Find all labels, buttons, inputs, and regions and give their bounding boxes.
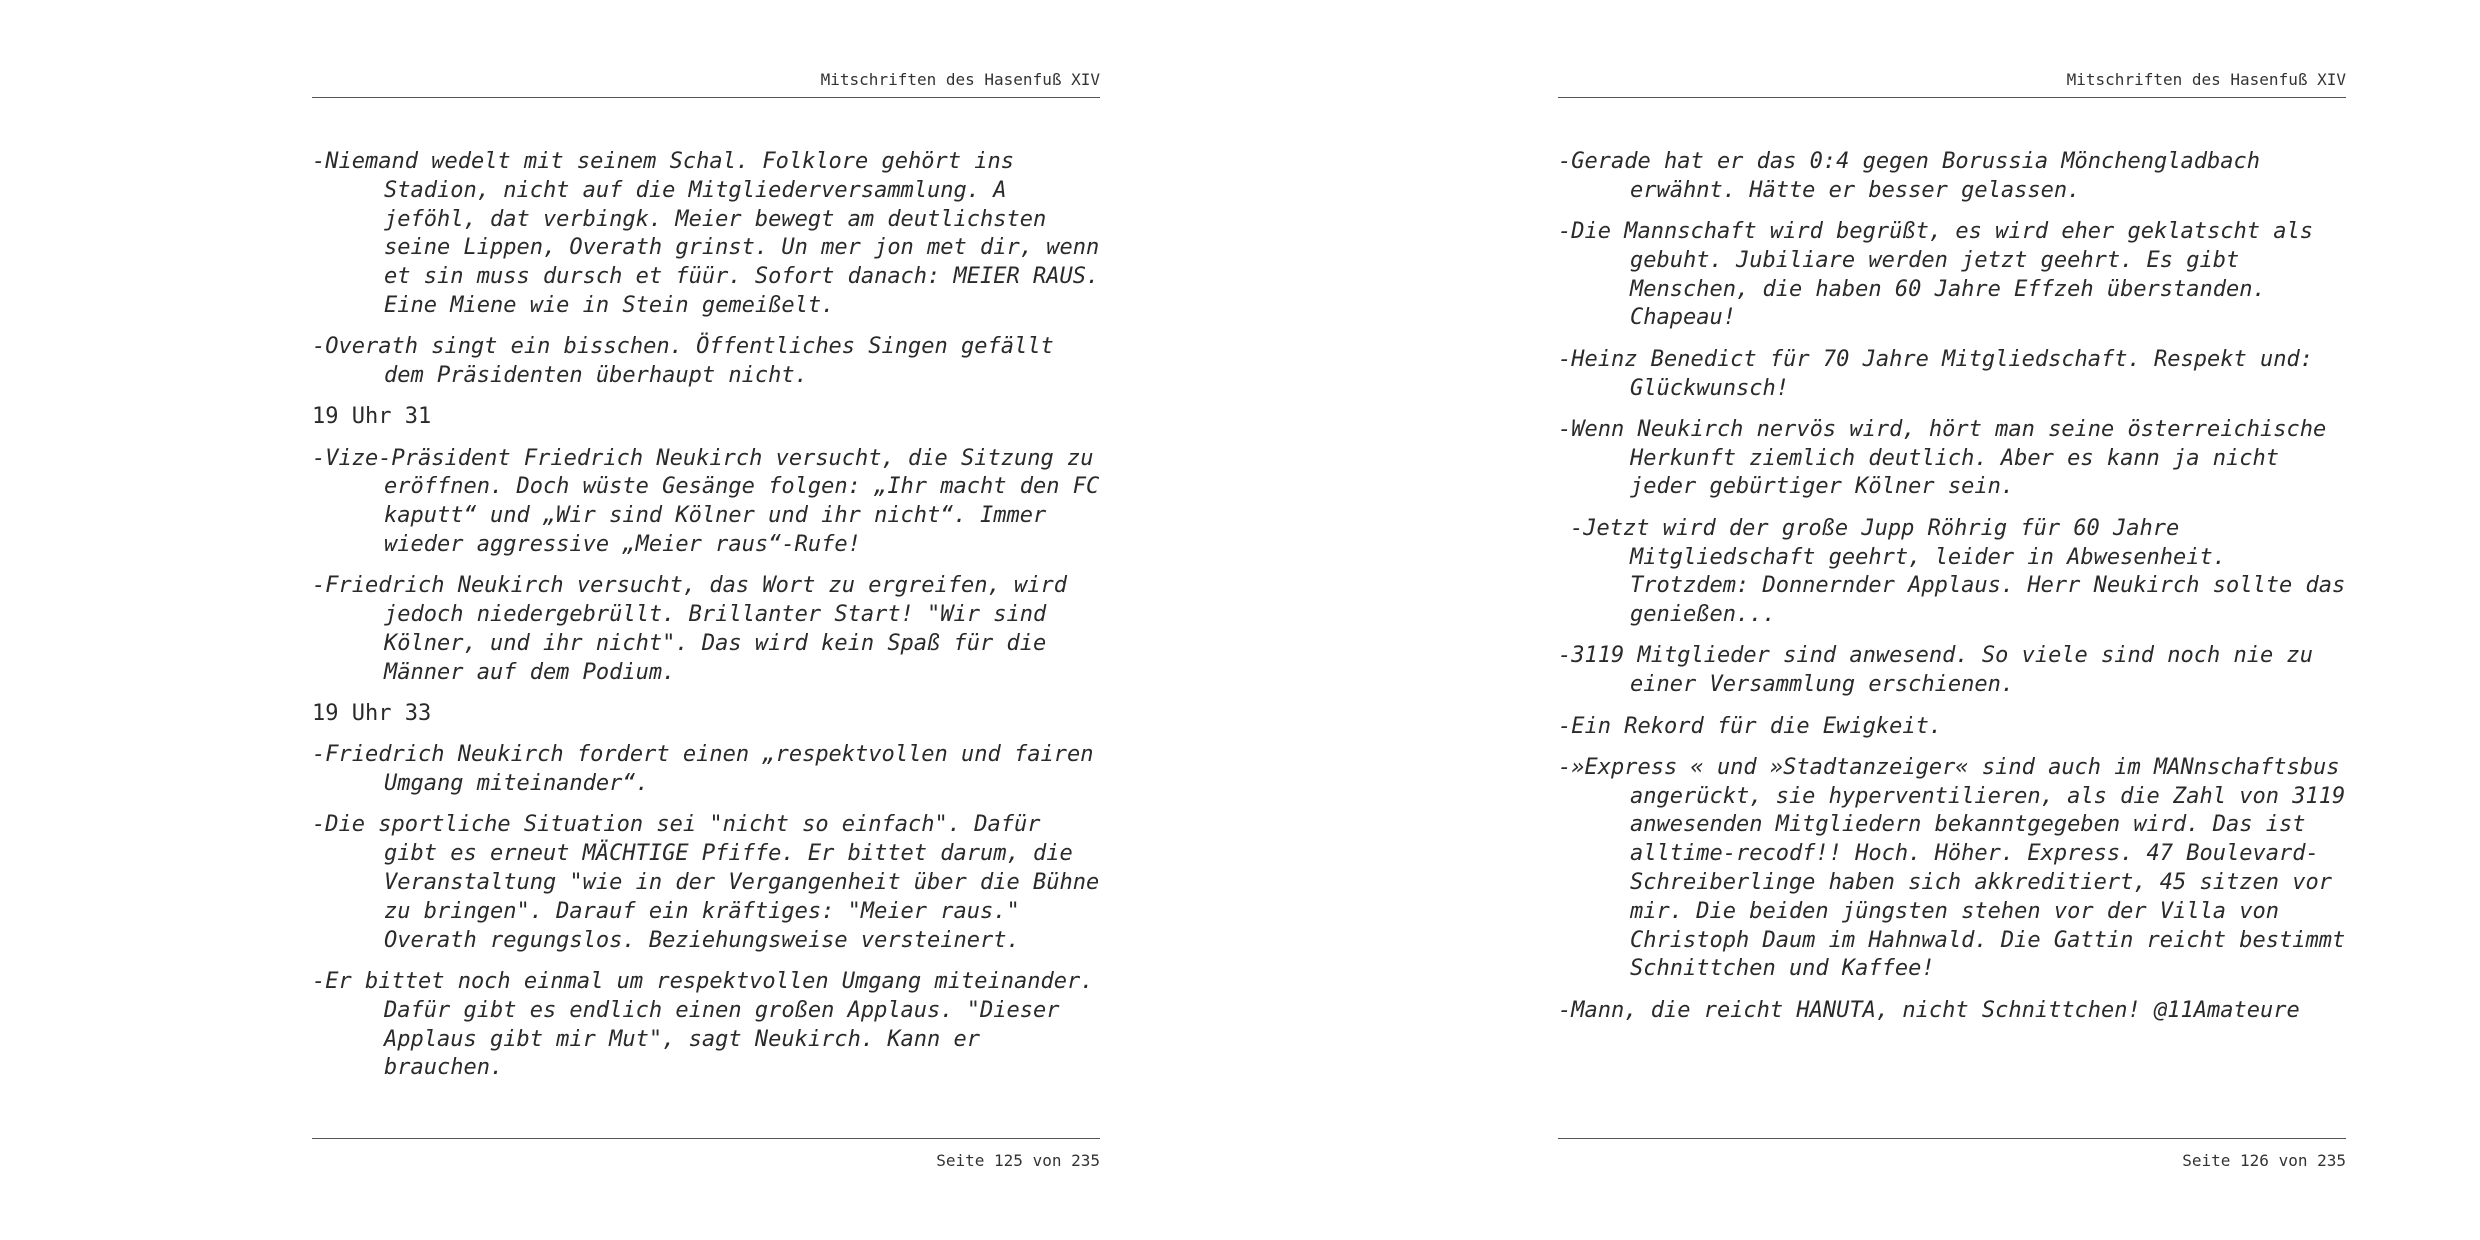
paragraph: -Niemand wedelt mit seinem Schal. Folklore gehört ins Stadion, nicht auf die Mitgliederversammlung. A jeföhl, dat verbingk. Meier bewegt am deutlichsten seine Lippen, Overath grinst. Un mer jon met dir, wenn et sin muss dursch et füür. Sofort danach: MEIER RAUS. Eine Miene wie in Stein gemeißelt. xyxy=(312,149,1100,318)
paragraph: -Gerade hat er das 0:4 gegen Borussia Mönchengladbach erwähnt. Hätte er besser gelassen. xyxy=(1558,149,2260,203)
right-page xyxy=(1558,0,2346,1240)
paragraph: -Die sportliche Situation sei "nicht so einfach". Dafür gibt es erneut MÄCHTIGE Pfiffe. Er bittet darum, die Veranstaltung "wie in der Vergangenheit über die Bühne zu bringen". Darauf ein kräftiges: "Meier raus." Overath regungslos. Beziehungsweise versteinert. xyxy=(312,812,1100,953)
page-number: Seite 126 von 235 xyxy=(2182,1151,2346,1170)
paragraph: -Friedrich Neukirch fordert einen „respektvollen und fairen Umgang miteinander“. xyxy=(312,742,1094,797)
paragraph: -»Express « und »Stadtanzeiger« sind auch im MANnschaftsbus angerückt, sie hyperventilieren, als die Zahl von 3119 anwesenden Mitgliedern bekanntgegeben wird. Das ist alltime-recodf!! Hoch. Höher. Express. 47 Boulevard-Schreiberlinge haben sich akkreditiert, 45 sitzen vor mir. Die beiden jüngsten stehen vor der Villa von Christoph Daum im Hahnwald. Die Gattin reicht bestimmt Schnittchen und Kaffee! xyxy=(1558,754,2346,982)
paragraph: -Die Mannschaft wird begrüßt, es wird eher geklatscht als gebuht. Jubiliare werden jetzt geehrt. Es gibt Menschen, die haben 60 Jahre Effzeh überstanden. Chapeau! xyxy=(1558,219,2313,331)
page-body xyxy=(1558,148,2348,1038)
left-page xyxy=(312,0,1100,1240)
header-divider xyxy=(1558,97,2346,98)
footer-divider xyxy=(312,1138,1100,1139)
footer-divider xyxy=(1558,1138,2346,1139)
timestamp-heading: 19 Uhr 33 xyxy=(312,701,432,727)
page-header: Mitschriften des Hasenfuß XIV xyxy=(2066,70,2346,89)
paragraph: -Mann, die reicht HANUTA, nicht Schnittchen! @11Amateure xyxy=(1558,997,2300,1023)
paragraph: -Friedrich Neukirch versucht, das Wort zu ergreifen, wird jedoch niedergebrüllt. Brillanter Start! "Wir sind Kölner, und ihr nicht". Das wird kein Spaß für die Männer auf dem Podium. xyxy=(312,573,1067,685)
paragraph: -3119 Mitglieder sind anwesend. So viele sind noch nie zu einer Versammlung erschienen. xyxy=(1558,643,2313,698)
paragraph: -Wenn Neukirch nervös wird, hört man seine österreichische Herkunft ziemlich deutlich. Aber es kann ja nicht jeder gebürtiger Kölner sein. xyxy=(1558,416,2327,500)
paragraph: -Er bittet noch einmal um respektvollen Umgang miteinander. Dafür gibt es endlich einen großen Applaus. "Dieser Applaus gibt mir Mut", sagt Neukirch. Kann er brauchen. xyxy=(312,968,1094,1081)
paragraph: -Heinz Benedict für 70 Jahre Mitgliedschaft. Respekt und: Glückwunsch! xyxy=(1558,346,2313,401)
paragraph: -Overath singt ein bisschen. Öffentliches Singen gefällt dem Präsidenten überhaupt nicht. xyxy=(312,334,1054,389)
page-number: Seite 125 von 235 xyxy=(936,1151,1100,1170)
paragraph: -Ein Rekord für die Ewigkeit. xyxy=(1558,713,1943,739)
paragraph: -Jetzt wird der große Jupp Röhrig für 60 Jahre Mitgliedschaft geehrt, leider in Abwesenheit. Trotzdem: Donnernder Applaus. Herr Neukirch sollte das genießen... xyxy=(1570,515,2346,628)
page-header: Mitschriften des Hasenfuß XIV xyxy=(820,70,1100,89)
header-divider xyxy=(312,97,1100,98)
page-body xyxy=(312,148,1102,1096)
timestamp-heading: 19 Uhr 31 xyxy=(312,404,432,430)
paragraph: -Vize-Präsident Friedrich Neukirch versucht, die Sitzung zu eröffnen. Doch wüste Gesänge folgen: „Ihr macht den FC kaputt“ und „Wir sind Kölner und ihr nicht“. Immer wieder aggressive „Meier raus“-Rufe! xyxy=(312,445,1100,558)
